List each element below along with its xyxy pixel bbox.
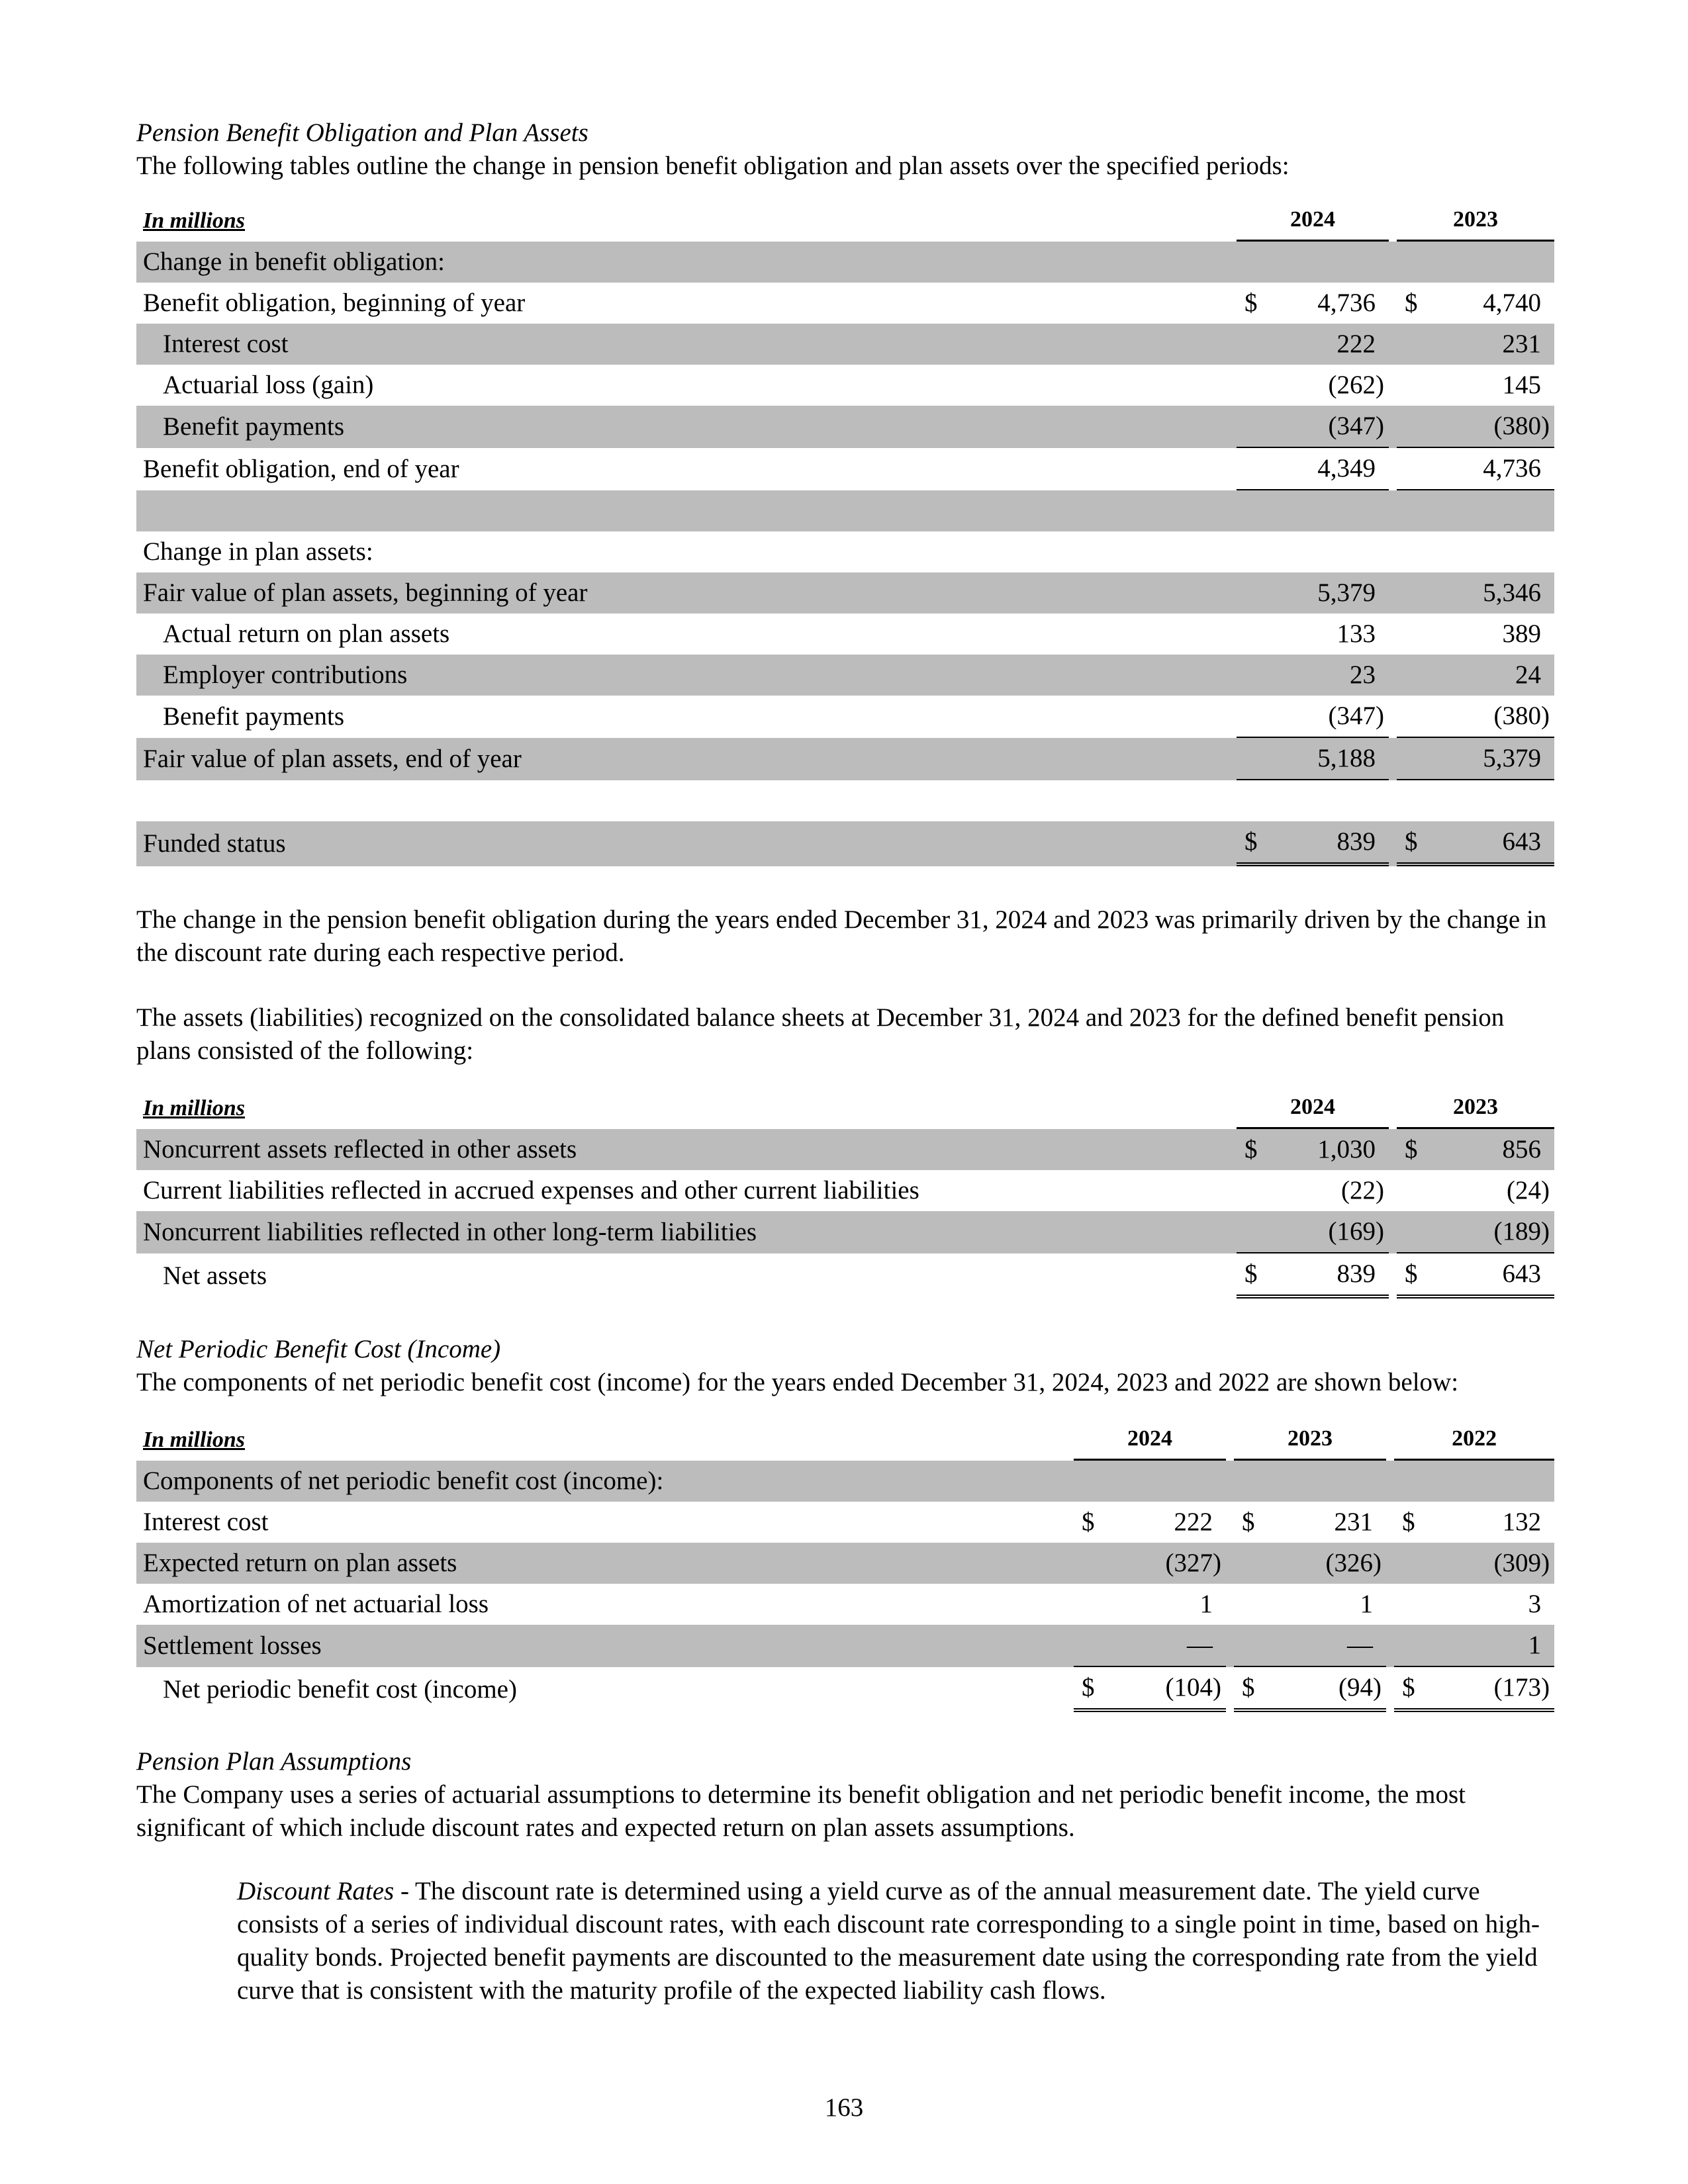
table-row bbox=[136, 365, 1554, 406]
table-row bbox=[136, 655, 1554, 696]
table-header-row bbox=[136, 1419, 1554, 1461]
currency-symbol: $ bbox=[1402, 1508, 1415, 1536]
paren-close: ) bbox=[1376, 406, 1389, 448]
net-periodic-title: Net Periodic Benefit Cost (Income) bbox=[136, 1335, 501, 1363]
spacer-row bbox=[136, 780, 1554, 821]
net-periodic-table bbox=[136, 1419, 1554, 1712]
row-label: Interest cost bbox=[136, 324, 1229, 365]
pension-obligation-title: Pension Benefit Obligation and Plan Assets bbox=[136, 118, 588, 147]
value-2024: 222 bbox=[1174, 1508, 1213, 1536]
row-label: Noncurrent assets reflected in other assets bbox=[136, 1129, 1229, 1170]
header-year-2022: 2022 bbox=[1394, 1419, 1554, 1461]
value-2023: 1 bbox=[1360, 1590, 1374, 1618]
assumptions-intro: The Company uses a series of actuarial assumptions to determine its benefit obligation and net periodic benefit income, the most significant of which include discount rates and expected return on plan assets assumptions. bbox=[136, 1780, 1466, 1842]
row-label: Change in benefit obligation: bbox=[136, 242, 1229, 283]
row-label: Benefit obligation, beginning of year bbox=[143, 289, 526, 317]
table-header-row bbox=[136, 200, 1554, 242]
spacer-row bbox=[136, 490, 1554, 531]
value-2023: 24 bbox=[1423, 655, 1541, 696]
table-row bbox=[136, 1211, 1554, 1253]
row-label: Benefit payments bbox=[136, 406, 1229, 448]
value-2023: 856 bbox=[1423, 1129, 1541, 1170]
currency-symbol: $ bbox=[1074, 1667, 1100, 1712]
value-2024: 5,379 bbox=[1263, 572, 1376, 614]
table-row bbox=[136, 324, 1554, 365]
row-label: Expected return on plan assets bbox=[136, 1543, 1066, 1584]
document-page bbox=[136, 0, 1554, 2007]
value-2024: — bbox=[1100, 1625, 1213, 1667]
header-in-millions: In millions bbox=[143, 1095, 246, 1120]
paren-close: ) bbox=[1541, 696, 1554, 738]
header-year-2023: 2023 bbox=[1234, 1419, 1386, 1461]
paren-close: ) bbox=[1541, 406, 1554, 448]
paren-close: ) bbox=[1213, 1667, 1226, 1712]
row-label: Actuarial loss (gain) bbox=[163, 371, 374, 399]
value-2023: 4,736 bbox=[1423, 448, 1541, 490]
value-2022: 1 bbox=[1421, 1625, 1541, 1667]
discount-rates-text: - The discount rate is determined using a yield curve as of the annual measurement date. The yield curve consists of a series of individual discount rates, with each discount rate corresponding to a single point in time, based on high-quality bonds. Projected benefit payments are discounted to the measurement date using the corresponding rate from the yield curve that is consistent with the maturity profile of the expected liability cash flows. bbox=[237, 1877, 1540, 2005]
currency-symbol: $ bbox=[1244, 289, 1258, 317]
currency-symbol: $ bbox=[1242, 1508, 1255, 1536]
discount-rates-label: Discount Rates bbox=[237, 1877, 395, 1905]
currency-symbol: $ bbox=[1082, 1508, 1095, 1536]
value-2024: 23 bbox=[1263, 655, 1376, 696]
pension-obligation-table bbox=[136, 200, 1554, 866]
discount-rates-paragraph bbox=[136, 1875, 1554, 2007]
row-label: Change in plan assets: bbox=[143, 537, 373, 566]
row-label: Interest cost bbox=[143, 1508, 269, 1536]
table-header-row bbox=[136, 1087, 1554, 1129]
header-year-2024: 2024 bbox=[1074, 1419, 1226, 1461]
table-row bbox=[136, 283, 1554, 324]
value-2023: 643 bbox=[1423, 821, 1541, 866]
table-row bbox=[136, 1253, 1554, 1298]
value-2022: (173 bbox=[1421, 1667, 1541, 1712]
value-2023: (189 bbox=[1423, 1211, 1541, 1253]
row-label: Fair value of plan assets, end of year bbox=[136, 738, 1229, 780]
header-year-2024: 2024 bbox=[1237, 1087, 1389, 1129]
value-2023: 5,379 bbox=[1423, 738, 1541, 780]
row-label: Settlement losses bbox=[136, 1625, 1066, 1667]
value-2024: 5,188 bbox=[1263, 738, 1376, 780]
value-2024: (347 bbox=[1263, 406, 1376, 448]
paren-close: ) bbox=[1376, 1176, 1384, 1205]
value-2023: 231 bbox=[1334, 1508, 1374, 1536]
currency-symbol: $ bbox=[1394, 1667, 1421, 1712]
value-2023: (24 bbox=[1507, 1176, 1542, 1205]
row-label: Current liabilities reflected in accrued expenses and other current liabilities bbox=[143, 1176, 919, 1205]
value-2023: 5,346 bbox=[1423, 572, 1541, 614]
value-2022: (309 bbox=[1421, 1543, 1541, 1584]
value-2024: 222 bbox=[1263, 324, 1376, 365]
paren-close: ) bbox=[1541, 1667, 1554, 1712]
paren-close: ) bbox=[1376, 1211, 1389, 1253]
currency-symbol: $ bbox=[1397, 1253, 1423, 1298]
value-2023: (326 bbox=[1260, 1543, 1373, 1584]
value-2022: 3 bbox=[1528, 1590, 1542, 1618]
table-row bbox=[136, 1129, 1554, 1170]
currency-symbol: $ bbox=[1237, 1253, 1263, 1298]
value-2023: 231 bbox=[1423, 324, 1541, 365]
currency-symbol: $ bbox=[1234, 1667, 1260, 1712]
table-row bbox=[136, 821, 1554, 866]
row-label: Net assets bbox=[163, 1261, 267, 1290]
value-2024: 839 bbox=[1263, 821, 1376, 866]
value-2023: — bbox=[1260, 1625, 1373, 1667]
row-label: Employer contributions bbox=[136, 655, 1229, 696]
row-label: Actual return on plan assets bbox=[163, 619, 450, 648]
header-in-millions: In millions bbox=[143, 1427, 246, 1452]
balance-sheet-table bbox=[136, 1087, 1554, 1298]
table-row bbox=[136, 1543, 1554, 1584]
currency-symbol: $ bbox=[1397, 821, 1423, 866]
header-in-millions: In millions bbox=[143, 208, 246, 233]
header-year-2023: 2023 bbox=[1397, 200, 1554, 242]
row-label: Net periodic benefit cost (income) bbox=[163, 1675, 517, 1704]
table-row bbox=[136, 1667, 1554, 1712]
table-row bbox=[136, 1502, 1554, 1543]
table-row bbox=[136, 1584, 1554, 1625]
currency-symbol: $ bbox=[1237, 821, 1263, 866]
value-2023: (94 bbox=[1260, 1667, 1373, 1712]
table-row bbox=[136, 448, 1554, 490]
currency-symbol: $ bbox=[1237, 1129, 1263, 1170]
table-row bbox=[136, 738, 1554, 780]
obligation-change-note: The change in the pension benefit obligation during the years ended December 31, 2024 and 2023 was primarily driven by the change in the discount rate during each respective period. bbox=[136, 905, 1547, 967]
value-2024: (262 bbox=[1328, 371, 1376, 399]
table-row bbox=[136, 1170, 1554, 1211]
row-label: Benefit payments bbox=[163, 702, 345, 731]
value-2023: 145 bbox=[1502, 371, 1542, 399]
table-row bbox=[136, 1461, 1554, 1502]
value-2023: (380 bbox=[1423, 696, 1541, 738]
value-2022: 132 bbox=[1502, 1508, 1542, 1536]
assumptions-title: Pension Plan Assumptions bbox=[136, 1747, 412, 1776]
value-2024: 839 bbox=[1263, 1253, 1376, 1298]
paren-close: ) bbox=[1376, 696, 1389, 738]
page-number: 163 bbox=[824, 2093, 864, 2122]
header-year-2023: 2023 bbox=[1397, 1087, 1554, 1129]
balance-sheet-intro: The assets (liabilities) recognized on the consolidated balance sheets at December 31, 2024 and 2023 for the defined benefit pension plans consisted of the following: bbox=[136, 1003, 1505, 1065]
table-row bbox=[136, 572, 1554, 614]
row-label: Benefit obligation, end of year bbox=[143, 455, 459, 483]
row-label: Noncurrent liabilities reflected in other long-term liabilities bbox=[136, 1211, 1229, 1253]
value-2023: 4,740 bbox=[1483, 289, 1542, 317]
value-2024: 1 bbox=[1199, 1590, 1213, 1618]
value-2023: 389 bbox=[1502, 619, 1542, 648]
paren-close: ) bbox=[1376, 371, 1384, 399]
currency-symbol: $ bbox=[1397, 1129, 1423, 1170]
pension-obligation-intro: The following tables outline the change in pension benefit obligation and plan assets over the specified periods: bbox=[136, 152, 1289, 180]
table-row bbox=[136, 531, 1554, 572]
value-2024: 133 bbox=[1336, 619, 1376, 648]
value-2024: (22 bbox=[1341, 1176, 1376, 1205]
row-label: Funded status bbox=[136, 821, 1229, 866]
paren-close: ) bbox=[1373, 1667, 1386, 1712]
paren-close: ) bbox=[1541, 1543, 1554, 1584]
table-row bbox=[136, 242, 1554, 283]
row-label: Amortization of net actuarial loss bbox=[143, 1590, 489, 1618]
table-row bbox=[136, 406, 1554, 448]
row-label: Components of net periodic benefit cost (income): bbox=[136, 1461, 1066, 1502]
value-2023: (380 bbox=[1423, 406, 1541, 448]
row-label: Fair value of plan assets, beginning of year bbox=[136, 572, 1229, 614]
value-2024: (104 bbox=[1100, 1667, 1213, 1712]
header-year-2024: 2024 bbox=[1237, 200, 1389, 242]
value-2024: (169 bbox=[1263, 1211, 1376, 1253]
value-2024: 1,030 bbox=[1263, 1129, 1376, 1170]
table-row bbox=[136, 696, 1554, 738]
value-2024: (347 bbox=[1263, 696, 1376, 738]
value-2024: 4,349 bbox=[1263, 448, 1376, 490]
value-2024: (327 bbox=[1100, 1543, 1213, 1584]
value-2023: 643 bbox=[1423, 1253, 1541, 1298]
table-row bbox=[136, 614, 1554, 655]
currency-symbol: $ bbox=[1405, 289, 1418, 317]
net-periodic-intro: The components of net periodic benefit cost (income) for the years ended December 31, 2024, 2023 and 2022 are shown below: bbox=[136, 1368, 1459, 1396]
table-row bbox=[136, 1625, 1554, 1667]
value-2024: 4,736 bbox=[1317, 289, 1376, 317]
paren-close: ) bbox=[1213, 1543, 1226, 1584]
paren-close: ) bbox=[1541, 1211, 1554, 1253]
paren-close: ) bbox=[1373, 1543, 1386, 1584]
paren-close: ) bbox=[1541, 1176, 1550, 1205]
